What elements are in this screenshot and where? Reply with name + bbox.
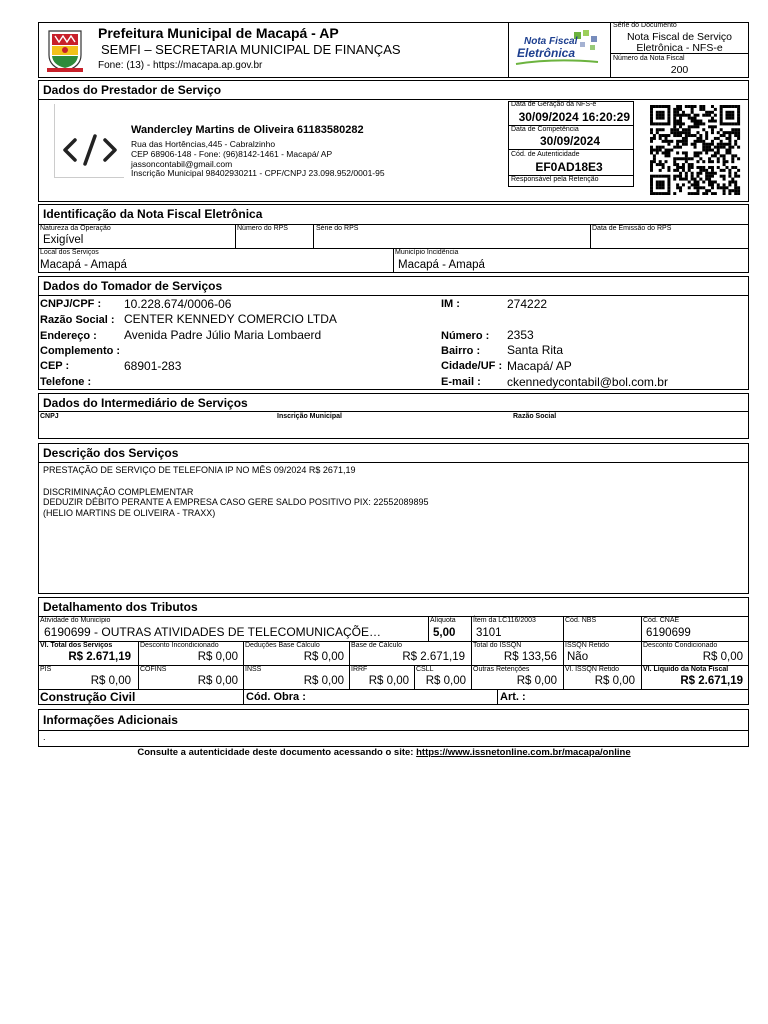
- taker-cep-value: 68901-283: [124, 359, 182, 373]
- services-line-1: PRESTAÇÃO DE SERVIÇO DE TELEFONIA IP NO MÊS 09/2024 R$ 2671,19: [43, 465, 356, 475]
- csll-label: CSLL: [416, 666, 434, 673]
- note-number-label: Número da Nota Fiscal: [613, 55, 685, 62]
- operation-value: Exigível: [43, 234, 84, 246]
- taker-address-label: Endereço :: [40, 330, 97, 342]
- cofins-value: R$ 0,00: [197, 675, 238, 687]
- issqn-total-label: Total do ISSQN: [473, 642, 522, 649]
- cnae-value: 6190699: [646, 627, 691, 639]
- other-retentions-label: Outras Retenções: [473, 666, 530, 673]
- activity-value: 6190699 - OUTRAS ATIVIDADES DE TELECOMUNICAÇÕE…: [44, 625, 381, 639]
- provider-name: Wandercley Martins de Oliveira 61183580282: [131, 124, 364, 136]
- intermediary-section-title: Dados do Intermediário de Serviços: [43, 396, 248, 410]
- footer-text: Consulte a autenticidade deste documento acessando o site:: [137, 747, 414, 758]
- base-value: R$ 2.671,19: [402, 651, 465, 663]
- verification-link[interactable]: https://www.issnetonline.com.br/macapa/online: [416, 747, 631, 758]
- generation-date-label: Data de Geração da NFS-e: [511, 101, 597, 108]
- municipality-title: Prefeitura Municipal de Macapá - AP: [98, 25, 339, 41]
- provider-cep-phone: CEP 68906-148 - Fone: (96)8142-1461 - Macapá/ AP: [131, 149, 333, 159]
- retention-label: Responsável pela Retenção: [511, 176, 599, 183]
- services-line-4: (HELIO MARTINS DE OLIVEIRA - TRAXX): [43, 508, 216, 518]
- unconditional-value: R$ 0,00: [197, 651, 238, 663]
- contact-info: Fone: (13) - https://macapa.ap.gov.br: [98, 60, 263, 71]
- taker-email-label: E-mail :: [441, 376, 481, 388]
- construction-label: Construção Civil: [40, 690, 136, 704]
- rate-label: Alíquota: [430, 617, 456, 624]
- competence-date-label: Data de Competência: [511, 126, 579, 133]
- additional-section-title: Informações Adicionais: [43, 713, 178, 727]
- operation-label: Natureza da Operação: [40, 225, 111, 232]
- item-value: 3101: [476, 627, 502, 639]
- intermediary-company-label: Razão Social: [513, 413, 557, 420]
- taker-number-value: 2353: [507, 328, 534, 342]
- taker-cnpj-value: 10.228.674/0006-06: [124, 297, 232, 311]
- cofins-label: COFINS: [140, 666, 167, 673]
- taxes-section-title: Detalhamento dos Tributos: [43, 600, 198, 614]
- taker-complement-label: Complemento :: [40, 345, 121, 357]
- identification-section-title: Identificação da Nota Fiscal Eletrônica: [43, 207, 263, 221]
- net-value: R$ 2.671,19: [680, 675, 743, 687]
- inss-value: R$ 0,00: [303, 675, 344, 687]
- rps-date-label: Data de Emissão do RPS: [592, 225, 672, 232]
- taker-cep-label: CEP :: [40, 360, 70, 372]
- nbs-label: Cód. NBS: [565, 617, 597, 624]
- taker-number-label: Número :: [441, 330, 490, 342]
- services-line-2: DISCRIMINAÇÃO COMPLEMENTAR: [43, 487, 194, 497]
- serie-value-line1: Nota Fiscal de Serviço: [626, 31, 733, 43]
- incidence-label: Município Incidência: [395, 249, 459, 256]
- taker-im-label: IM :: [441, 298, 460, 310]
- taker-cnpj-label: CNPJ/CPF :: [40, 298, 102, 310]
- service-place-label: Local dos Serviços: [40, 249, 99, 256]
- qr-code: [647, 105, 743, 195]
- incidence-value: Macapá - Amapá: [398, 259, 485, 271]
- taker-email-value: ckennedycontabil@bol.com.br: [507, 375, 668, 389]
- competence-date-value: 30/09/2024: [539, 134, 601, 148]
- rps-series-label: Série do RPS: [316, 225, 359, 232]
- auth-code-value: EF0AD18E3: [535, 160, 603, 174]
- net-value-label: Vl. Líquido da Nota Fiscal: [643, 666, 729, 673]
- deductions-label: Deduções Base Cálculo: [245, 642, 320, 649]
- provider-address: Rua das Hortências,445 - Cabralzinho: [131, 139, 276, 149]
- taker-section-title: Dados do Tomador de Serviços: [43, 279, 223, 293]
- services-section-title: Descrição dos Serviços: [43, 446, 179, 460]
- intermediary-cnpj-label: CNPJ: [40, 413, 59, 420]
- footer: [0, 747, 768, 759]
- issqn-retained-value-label: Vl. ISSQN Retido: [565, 666, 620, 673]
- taker-company-label: Razão Social :: [40, 314, 115, 326]
- base-label: Base de Cálculo: [351, 642, 402, 649]
- service-place-value: Macapá - Amapá: [40, 259, 127, 271]
- provider-code-logo: [54, 104, 124, 178]
- intermediary-im-label: Inscrição Municipal: [277, 413, 342, 420]
- pis-value: R$ 0,00: [90, 675, 131, 687]
- provider-section-title: Dados do Prestador de Serviço: [43, 83, 222, 97]
- taker-address-value: Avenida Padre Júlio Maria Lombaerd: [124, 328, 322, 342]
- total-services-label: Vl. Total dos Serviços: [40, 642, 113, 649]
- taker-phone-label: Telefone :: [40, 376, 92, 388]
- nfe-logo-line2: Eletrônica: [517, 46, 576, 60]
- taker-district-value: Santa Rita: [507, 343, 564, 357]
- additional-text: .: [43, 732, 46, 742]
- taker-city-label: Cidade/UF :: [441, 360, 503, 372]
- work-code-label: Cód. Obra :: [246, 691, 306, 703]
- taker-company-value: CENTER KENNEDY COMERCIO LTDA: [124, 312, 337, 326]
- rate-value: 5,00: [433, 627, 456, 639]
- issqn-retained-value: Não: [567, 651, 589, 663]
- irrf-label: IRRF: [351, 666, 368, 673]
- conditional-label: Desconto Condicionado: [643, 642, 718, 649]
- generation-date-value: 30/09/2024 16:20:29: [518, 110, 630, 124]
- csll-value: R$ 0,00: [425, 675, 466, 687]
- item-label: Ítem da LC116/2003: [473, 617, 536, 624]
- pis-label: PIS: [40, 666, 52, 673]
- unconditional-label: Desconto Incondicionado: [140, 642, 219, 649]
- taker-im-value: 274222: [507, 297, 548, 311]
- serie-label: Série do Documento: [613, 22, 677, 29]
- nfe-logo: [514, 28, 606, 70]
- municipal-crest-logo: [45, 27, 85, 73]
- note-number-value: 200: [670, 64, 689, 76]
- issqn-retained-label: ISSQN Retido: [565, 642, 609, 649]
- activity-label: Atividade do Município: [40, 617, 111, 624]
- secretariat-title: SEMFI – SECRETARIA MUNICIPAL DE FINANÇAS: [101, 42, 401, 57]
- serie-value-line2: Eletrônica - NFS-e: [636, 42, 723, 54]
- auth-code-label: Cód. de Autenticidade: [511, 151, 580, 158]
- provider-email: jassoncontabil@gmail.com: [131, 159, 233, 169]
- nfe-logo-line1: Nota Fiscal: [524, 36, 578, 47]
- issqn-retained-amount: R$ 0,00: [594, 675, 635, 687]
- taker-district-label: Bairro :: [441, 345, 481, 357]
- taker-city-value: Macapá/ AP: [507, 359, 572, 373]
- provider-registration: Inscrição Municipal 98402930211 - CPF/CNPJ 23.098.952/0001-95: [131, 168, 385, 178]
- rps-number-label: Número do RPS: [237, 225, 288, 232]
- cnae-label: Cód. CNAE: [643, 617, 680, 624]
- art-label: Art. :: [500, 691, 526, 703]
- deductions-value: R$ 0,00: [303, 651, 344, 663]
- total-services-value: R$ 2.671,19: [68, 651, 131, 663]
- issqn-total-value: R$ 133,56: [503, 651, 557, 663]
- conditional-value: R$ 0,00: [702, 651, 743, 663]
- other-retentions-value: R$ 0,00: [516, 675, 557, 687]
- services-line-3: DEDUZIR DÉBITO PERANTE A EMPRESA CASO GERE SALDO POSITIVO PIX: 22552089895: [43, 497, 429, 507]
- inss-label: INSS: [245, 666, 262, 673]
- irrf-value: R$ 0,00: [368, 675, 409, 687]
